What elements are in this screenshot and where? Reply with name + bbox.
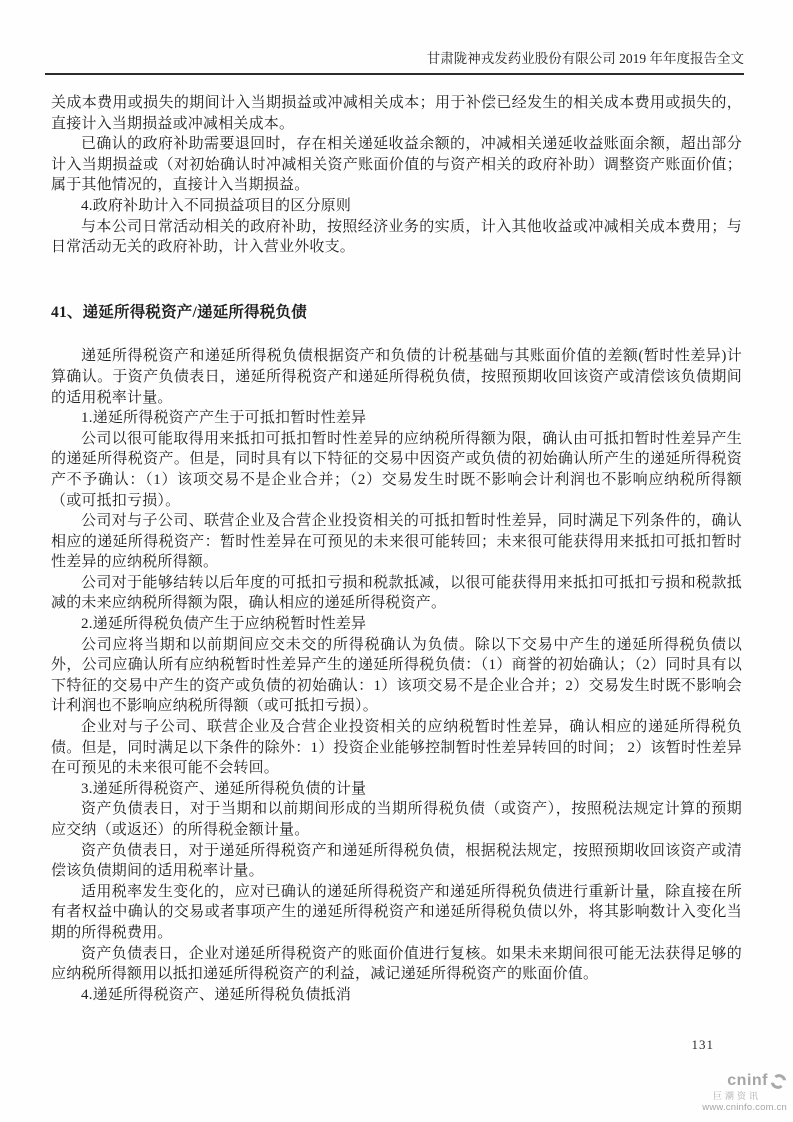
cninfo-logo-brand-row	[702, 1072, 787, 1090]
paragraph: 公司对于能够结转以后年度的可抵扣亏损和税款抵减，以很可能获得用来抵扣可抵扣亏损和税款抵减的未来应纳税所得额为限，确认相应的递延所得税资产。	[51, 574, 742, 612]
paragraph: 公司应将当期和以前期间应交未交的所得税确认为负债。除以下交易中产生的递延所得税负债以外，公司应确认所有应纳税暂时性差异产生的递延所得税负债：（1）商誉的初始确认；（2）同时具有以下特征的交易中产生的资产或负债的初始确认：1）该项交易不是企业合并；2）交易发生时既不影响会计利润也不影响应纳税所得额（或可抵扣亏损）。	[51, 636, 742, 715]
page-number: 131	[691, 1037, 714, 1052]
cninfo-site-name: 巨潮资讯	[712, 1091, 761, 1102]
cninfo-logo-text: cninf	[727, 1072, 768, 1089]
paragraph: 公司以很可能取得用来抵扣可抵扣暂时性差异的应纳税所得额为限，确认由可抵扣暂时性差异产生的递延所得税资产。但是，同时具有以下特征的交易中因资产或负债的初始确认所产生的递延所得税资产不予确认：（1）该项交易不是企业合并；（2）交易发生时既不影响会计利润也不影响应纳税所得额（或可抵扣亏损）。	[51, 430, 742, 509]
cninfo-swirl-icon	[770, 1073, 787, 1090]
paragraph: 3.递延所得税资产、递延所得税负债的计量	[81, 780, 367, 797]
paragraph: 适用税率发生变化的，应对已确认的递延所得税资产和递延所得税负债进行重新计量，除直接在所有者权益中确认的交易或者事项产生的递延所得税资产和递延所得税负债以外，将其影响数计入变化当期的所得税费用。	[51, 883, 742, 941]
document-body	[51, 93, 742, 1005]
paragraph: 资产负债表日，对于递延所得税资产和递延所得税负债，根据税法规定，按照预期收回该资产或清偿该负债期间的适用税率计量。	[51, 842, 742, 880]
paragraph: 公司对与子公司、联营企业及合营企业投资相关的可抵扣暂时性差异，同时满足下列条件的，确认相应的递延所得税资产：暂时性差异在可预见的未来很可能转回；未来很可能获得用来抵扣可抵扣暂时性差异的应纳税所得额。	[51, 513, 742, 571]
paragraph: 4.递延所得税资产、递延所得税负债抵消	[81, 986, 352, 1003]
paragraph: 递延所得税资产和递延所得税负债根据资产和负债的计税基础与其账面价值的差额(暂时性差异)计算确认。于资产负债表日，递延所得税资产和递延所得税负债，按照预期收回该资产或清偿该负债期间的适用税率计量。	[51, 348, 742, 406]
paragraph: 企业对与子公司、联营企业及合营企业投资相关的应纳税暂时性差异，确认相应的递延所得税负债。但是，同时满足以下条件的除外：1）投资企业能够控制暂时性差异转回的时间； 2）该暂时性差异在可预见的未来很可能不会转回。	[51, 719, 742, 777]
cninfo-logo	[702, 1072, 787, 1114]
report-header-title: 甘肃陇神戎发药业股份有限公司 2019 年年度报告全文	[426, 51, 744, 66]
paragraph: 2.递延所得税负债产生于应纳税暂时性差异	[81, 616, 367, 633]
paragraph: 关成本费用或损失的期间计入当期损益或冲减相关成本；用于补偿已经发生的相关成本费用或损失的，直接计入当期损益或冲减相关成本。	[51, 95, 742, 132]
paragraph: 资产负债表日，对于当期和以前期间形成的当期所得税负债（或资产），按照税法规定计算的预期应交纳（或返还）的所得税金额计量。	[51, 801, 742, 838]
paragraph: 资产负债表日，企业对递延所得税资产的账面价值进行复核。如果未来期间很可能无法获得足够的应纳税所得额用以抵扣递延所得税资产的利益，减记递延所得税资产的账面价值。	[51, 945, 742, 983]
cninfo-site-url: www.cninfo.com.cn	[702, 1101, 787, 1113]
section-heading: 41、递延所得税资产/递延所得税负债	[51, 303, 307, 321]
paragraph: 4.政府补助计入不同损益项目的区分原则	[81, 197, 352, 214]
paragraph: 1.递延所得税资产产生于可抵扣暂时性差异	[81, 410, 367, 427]
paragraph: 与本公司日常活动相关的政府补助，按照经济业务的实质，计入其他收益或冲减相关成本费用；与日常活动无关的政府补助，计入营业外收支。	[51, 218, 742, 256]
page-header	[45, 50, 744, 75]
paragraph: 已确认的政府补助需要退回时，存在相关递延收益余额的，冲减相关递延收益账面余额，超出部分计入当期损益或（对初始确认时冲减相关资产账面价值的与资产相关的政府补助）调整资产账面价值；属于其他情况的，直接计入当期损益。	[51, 136, 742, 194]
